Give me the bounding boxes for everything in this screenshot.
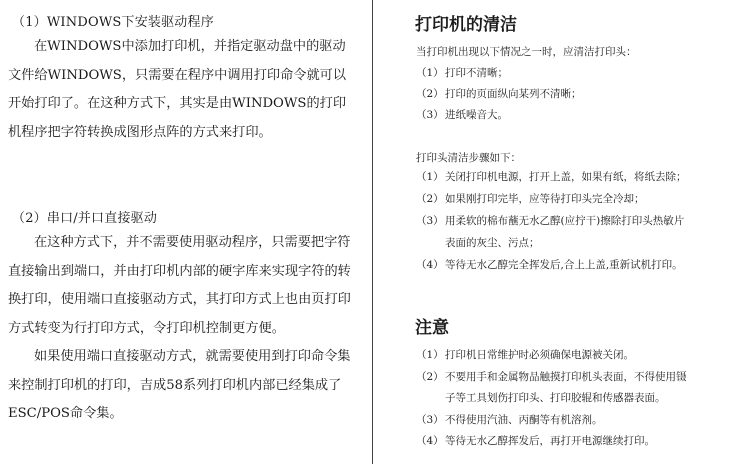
left-column bbox=[0, 0, 372, 464]
item-text: 如果刚打印完毕，应等待打印头完全冷却； bbox=[445, 193, 645, 205]
list-item bbox=[416, 63, 582, 84]
item-text: 等待无水乙醇挥发后，再打开电源继续打印。 bbox=[445, 435, 655, 447]
item-text: 不得使用汽油、丙酮等有机溶剂。 bbox=[445, 413, 603, 426]
section-heading-port-driver: （2）串口/并口直接驱动 bbox=[12, 211, 158, 226]
item-number: （2） bbox=[416, 370, 444, 383]
item-text: 打印不清晰； bbox=[445, 67, 508, 79]
item-text: 等待无水乙醇完全挥发后,合上上盖,重新试机打印。 bbox=[445, 259, 683, 271]
item-number: （4） bbox=[416, 259, 444, 271]
item-text-continued: 子等工具划伤打印头、打印胶辊和传感器表面。 bbox=[445, 392, 666, 404]
port-driver-paragraphs bbox=[8, 229, 358, 429]
item-text: 用柔软的棉布蘸无水乙醇(应拧干)擦除打印头热敏片 bbox=[445, 215, 685, 227]
item-text: 打印的页面纵向某列不清晰； bbox=[445, 88, 582, 100]
list-item bbox=[416, 210, 687, 254]
cleaning-steps-list bbox=[416, 166, 687, 276]
paragraph-text: 在这种方式下，并不需要使用驱动程序，只需要把字符直接输出到端口，并由打印机内部的硬字库来实现字符的转换打印，使用端口直接驱动方式，其打印方式上也由页打印方式转变为行打印方式，令打印机控制更方便。 bbox=[8, 235, 351, 336]
cleaning-conditions-list bbox=[416, 63, 582, 126]
list-item bbox=[416, 84, 582, 105]
item-text: 打印机日常维护时必须确保电源被关闭。 bbox=[445, 349, 634, 361]
item-text: 不要用手和金属物品触摸打印机头表面，不得使用镊 bbox=[445, 370, 687, 383]
list-item bbox=[416, 105, 582, 126]
paragraph-text: 如果使用端口直接驱动方式，就需要使用到打印命令集来控制打印机的打印，吉成58系列打印机内部已经集成了ESC/POS命令集。 bbox=[8, 349, 351, 421]
list-item bbox=[416, 254, 687, 276]
notice-title: 注意 bbox=[415, 318, 449, 338]
item-number: （2） bbox=[416, 193, 444, 205]
item-number: （4） bbox=[416, 435, 444, 447]
windows-driver-paragraph bbox=[8, 33, 358, 147]
cleaning-title: 打印机的清洁 bbox=[415, 15, 517, 35]
item-number: （3） bbox=[416, 109, 444, 121]
paragraph-text: 在WINDOWS中添加打印机，并指定驱动盘中的驱动文件给WINDOWS，只需要在程序中调用打印命令就可以开始打印了。在这种方式下，其实是由WINDOWS的打印机程序把字符转换成图形点阵的方式来打印。 bbox=[8, 39, 347, 140]
item-number: （1） bbox=[416, 67, 444, 79]
item-text-continued: 表面的灰尘、污点； bbox=[445, 237, 540, 249]
cleaning-intro: 当打印机出现以下情况之一时，应清洁打印头： bbox=[416, 46, 637, 58]
notice-list bbox=[416, 345, 687, 453]
section-heading-windows-driver: （1）WINDOWS下安装驱动程序 bbox=[12, 15, 214, 30]
list-item bbox=[416, 345, 687, 367]
list-item bbox=[416, 367, 687, 410]
item-text: 关闭打印机电源，打开上盖，如果有纸，将纸去除； bbox=[445, 171, 687, 183]
list-item bbox=[416, 188, 687, 210]
list-item bbox=[416, 166, 687, 188]
item-number: （3） bbox=[416, 215, 444, 227]
list-item bbox=[416, 431, 687, 453]
cleaning-steps-intro: 打印头清洁步骤如下： bbox=[416, 152, 521, 164]
item-number: （1） bbox=[416, 171, 444, 183]
item-number: （2） bbox=[416, 88, 444, 100]
item-number: （1） bbox=[416, 349, 444, 361]
list-item bbox=[416, 410, 687, 432]
item-text: 进纸噪音大。 bbox=[445, 109, 508, 121]
right-column bbox=[373, 0, 750, 464]
item-number: （3） bbox=[416, 413, 444, 426]
